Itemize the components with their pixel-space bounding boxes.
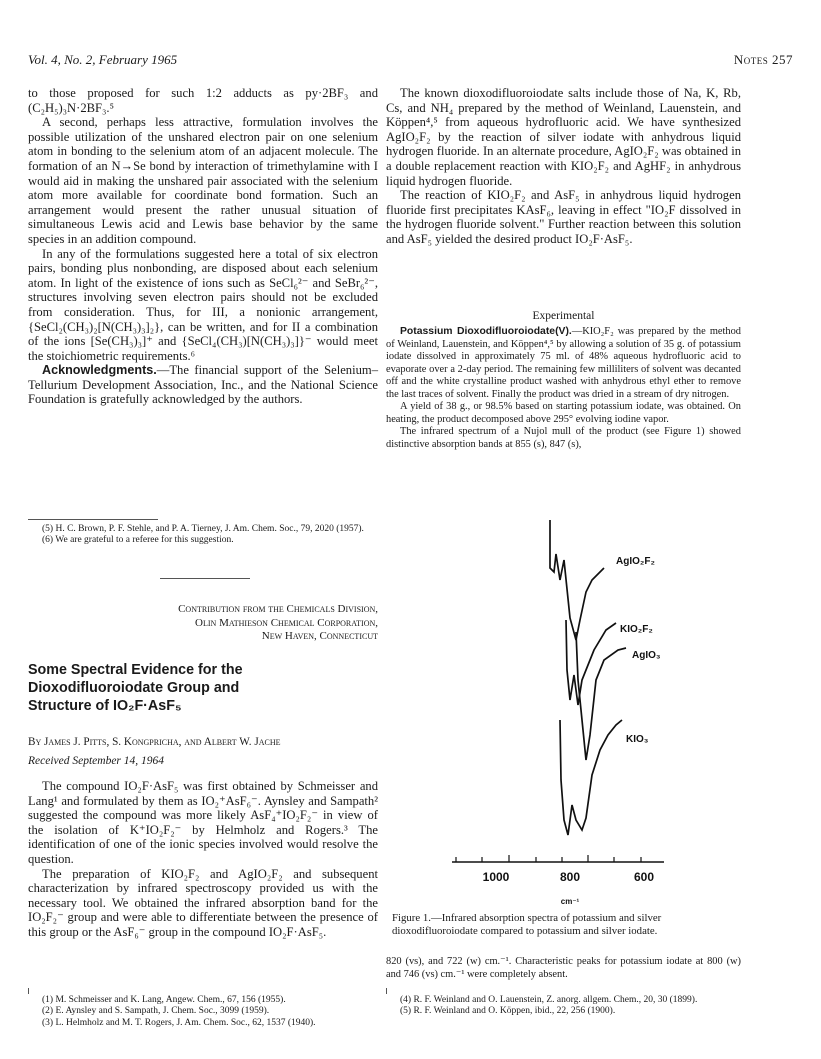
footnote: (1) M. Schmeisser and K. Lang, Angew. Chem., 67, 156 (1955). [42,995,286,1005]
acknowledgments [28,363,378,407]
exp-text: —KIO₂F₂ was prepared by the method of Weinland, Lauenstein, and Köppen⁴,⁵ by allowing a solution of 35 g. of potassium iodate dissolved in approximately 75 ml. of 48% aqueous hydrofluoric acid to evaporate over a 2-day period. The remaining few milliliters of solvent was decanted off and the white crystalline product washed with anhydrous ethyl ether to remove the last traces of solvent. Finally the product was dried in a stream of dry nitrogen. [386,326,741,400]
contribution-line: New Haven, Connecticut [261,630,378,642]
running-header-page: Notes 257 [733,52,793,67]
paragraph [386,326,741,401]
footnote-rule [386,988,387,994]
section-rule [160,578,250,579]
running-header-volume: Vol. 4, No. 2, February 1965 [28,52,178,67]
paragraph: The compound IO₂F·AsF₅ was first obtained by Schmeisser and Lang¹ and formulated by them as IO₂⁺AsF₆⁻. Aynsley and Sampath² suggested the compound was more likely AsF₄⁺IO₂F₂⁻ in view of the isolation of K⁺IO₂F₂⁻ by Helmholz and Rogers.³ The identification of one of the ionic species involved would resolve the question. [28,779,378,866]
footnote: (4) R. F. Weinland and O. Lauenstein, Z. anorg. allgem. Chem., 20, 30 (1899). [400,995,698,1005]
footnote: (2) E. Aynsley and S. Sampath, J. Chem. Soc., 3099 (1959). [42,1006,270,1017]
label-agio3: AgIO₃ [632,650,661,661]
footnote: (5) H. C. Brown, P. F. Stehle, and P. A. Tierney, J. Am. Chem. Soc., 79, 2020 (1957). [42,524,364,534]
footnote-rule [28,519,158,520]
paragraph: The preparation of KIO₂F₂ and AgIO₂F₂ and subsequent characterization by infrared spectroscopy provided us with the necessary tool. We obtained the infrared absorption band for the IO₂F₂⁻ group and were able to differentiate between the presence of this group or the AsF₆⁻ group in the compound IO₂F·AsF₅. [28,866,378,939]
paragraph: 820 (vs), and 722 (w) cm.⁻¹. Characteristic peaks for potassium iodate at 800 (w) and 746 (vs) cm.⁻¹ were completely absent. [386,956,741,980]
contribution-line: Olin Mathieson Chemical Corporation, [195,616,378,629]
paragraph: A yield of 38 g., or 98.5% based on starting potassium iodate, was obtained. On heating, the product decomposed above 295° evolving iodine vapor. [386,401,741,425]
tick-label-1000: 1000 [482,870,510,884]
label-kio2f2: KIO₂F₂ [620,624,653,635]
label-agio2f2: AgIO₂F₂ [616,556,655,567]
right-column-top [386,86,741,247]
experimental-heading: Experimental [532,310,595,322]
label-kio3: KIO₃ [626,734,649,745]
authors: By James J. Pitts, S. Kongpricha, and Albert W. Jache [28,736,281,748]
paragraph: The infrared spectrum of a Nujol mull of the product (see Figure 1) showed distinctive absorption bands at 855 (s), 847 (s), [386,426,741,450]
footnotes-top-left [28,524,378,547]
right-column-bottom [386,956,741,981]
footnotes-bottom-left [28,995,378,1029]
ack-label: Acknowledgments. [42,363,157,378]
paragraph: to those proposed for such 1:2 adducts as py·2BF₃ and (C₂H₅)₃N·2BF₃.⁵ [28,86,378,115]
footnote: (6) We are grateful to a referee for this suggestion. [42,535,234,546]
ack-text: —The financial support of the Selenium–Tellurium Development Association, Inc., and the National Science Foundation is gratefully acknowledged by the authors. [28,363,378,407]
exp-label: Potassium Dioxodifluoroiodate(V). [400,326,572,337]
spectrum-trace-kio3 [560,720,622,835]
received-date: Received September 14, 1964 [28,755,165,767]
tick-label-800: 800 [559,870,581,884]
left-column-body [28,779,378,940]
ir-spectrum-figure [436,520,736,920]
article-title: Some Spectral Evidence for the Dioxodifluoroiodate Group and Structure of IO₂F·AsF₅ [28,662,243,714]
right-column-experimental [386,326,741,451]
spectrum-trace-agio2f2 [550,520,604,640]
paragraph: A second, perhaps less attractive, formulation involves the possible utilization of the unshared electron pair on one selenium atom in bonding to the selenium atom of an adjacent molecule. The formation of an N→Se bond by interaction of trimethylamine with I would aid in making the unshared pair associated with the selenium atom more available for coordinate bond formation. Such an arrangement would present the rather unusual situation of simultaneous Lewis acid and Lewis base behavior by the same species in an addition compound. [28,115,378,246]
paragraph: The known dioxodifluoroiodate salts include those of Na, K, Rb, Cs, and NH₄ prepared by the method of Weinland, Lauenstein, and Köppen⁴,⁵ from aqueous hydrofluoric acid. We have synthesized AgIO₂F₂ by the reaction of silver iodate with anhydrous liquid hydrogen fluoride. In an alternate procedure, AgIO₂F₂ was obtained in a double replacement reaction with KIO₂F₂ and AgHF₂ in anhydrous liquid hydrogen fluoride. [386,86,741,188]
paragraph: In any of the formulations suggested here a total of six electron pairs, bonding plus nonbonding, are disposed about each selenium atom. In light of the existence of ions such as SeCl₆²⁻ and SeBr₆²⁻, structures involving seven electron pairs should not be excluded from consideration. Thus, for III, a nonionic arrangement, {SeCl₂(CH₃)₂[N(CH₃)₃]₂}, can be written, and for II a combination of the ions [Se(CH₃)₃]⁺ and {SeCl₄(CH₃)[N(CH₃)₃]}⁻ would meet the stoichiometric requirements.⁶ [28,246,378,363]
footnote: (3) L. Helmholz and M. T. Rogers, J. Am. Chem. Soc., 62, 1537 (1940). [42,1017,316,1028]
contribution-block [28,603,378,644]
paragraph: The reaction of KIO₂F₂ and AsF₅ in anhydrous liquid hydrogen fluoride first precipitates KAsF₆, leaving in effect "IO₂F dissolved in the hydrogen fluoride solvent." Further reaction between this solution and AsF₅ yielded the desired product IO₂F·AsF₅. [386,188,741,246]
footnote: (5) R. F. Weinland and O. Köppen, ibid., 22, 256 (1900). [400,1006,616,1017]
spectrum-trace-agio3 [576,632,626,760]
tick-label-600: 600 [633,870,655,884]
footnote-rule [28,988,29,994]
figure-caption: Figure 1.—Infrared absorption spectra of potassium and silver dioxodifluoroiodate compared to potassium and silver iodate. [392,912,662,937]
contribution-line: Contribution from the Chemicals Division, [178,603,378,615]
axis-unit-label: cm⁻¹ [560,897,580,906]
footnotes-bottom-right [386,995,741,1018]
left-column-top [28,86,378,407]
